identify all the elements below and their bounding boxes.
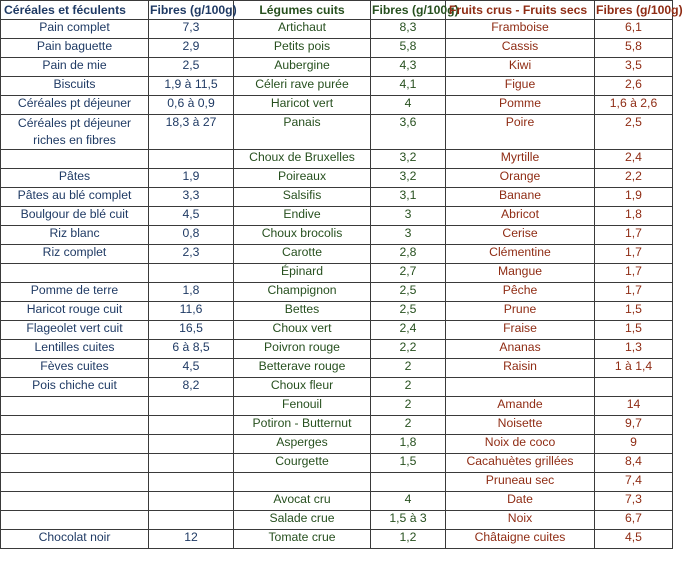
vegetable-fibre: 2,5 — [371, 302, 446, 321]
vegetable-fibre: 2,4 — [371, 321, 446, 340]
fruit-fibre: 9 — [595, 435, 673, 454]
cereal-fibre: 4,5 — [149, 359, 234, 378]
vegetable-name: Haricot vert — [234, 96, 371, 115]
fruit-fibre: 1,7 — [595, 264, 673, 283]
vegetable-name — [234, 473, 371, 492]
fruit-name: Abricot — [446, 207, 595, 226]
fruit-fibre: 1,5 — [595, 302, 673, 321]
fruit-name: Cassis — [446, 39, 595, 58]
cereal-name — [1, 416, 149, 435]
vegetable-name: Courgette — [234, 454, 371, 473]
cereal-fibre: 11,6 — [149, 302, 234, 321]
header-vegetables-fibres: Fibres (g/100g) — [371, 1, 446, 20]
fruit-fibre: 2,2 — [595, 169, 673, 188]
cereal-name — [1, 397, 149, 416]
cereal-name: Lentilles cuites — [1, 340, 149, 359]
fruit-fibre: 1,6 à 2,6 — [595, 96, 673, 115]
fruit-fibre — [595, 378, 673, 397]
vegetable-fibre: 3,2 — [371, 150, 446, 169]
table-row — [1, 340, 673, 359]
vegetable-name: Poivron rouge — [234, 340, 371, 359]
cereal-fibre: 0,8 — [149, 226, 234, 245]
fruit-fibre: 6,7 — [595, 511, 673, 530]
table-row — [1, 96, 673, 115]
vegetable-name: Carotte — [234, 245, 371, 264]
table-row — [1, 207, 673, 226]
table-row — [1, 115, 673, 150]
vegetable-fibre: 1,5 à 3 — [371, 511, 446, 530]
cereal-fibre — [149, 473, 234, 492]
fruit-fibre: 1 à 1,4 — [595, 359, 673, 378]
fruit-fibre: 2,5 — [595, 115, 673, 150]
fruit-name: Pruneau sec — [446, 473, 595, 492]
fruit-fibre: 1,7 — [595, 283, 673, 302]
fruit-name: Myrtille — [446, 150, 595, 169]
vegetable-fibre: 1,5 — [371, 454, 446, 473]
header-vegetables: Légumes cuits — [234, 1, 371, 20]
cereal-name: Pâtes — [1, 169, 149, 188]
cereal-fibre: 1,9 à 11,5 — [149, 77, 234, 96]
cereal-name — [1, 435, 149, 454]
table-row — [1, 473, 673, 492]
vegetable-name: Salsifis — [234, 188, 371, 207]
cereal-name — [1, 150, 149, 169]
table-row — [1, 359, 673, 378]
fruit-name: Châtaigne cuites — [446, 530, 595, 549]
fruit-name: Mangue — [446, 264, 595, 283]
fruit-name: Amande — [446, 397, 595, 416]
cereal-fibre: 6 à 8,5 — [149, 340, 234, 359]
table-row — [1, 435, 673, 454]
vegetable-fibre: 5,8 — [371, 39, 446, 58]
cereal-name: Riz blanc — [1, 226, 149, 245]
vegetable-fibre: 3 — [371, 207, 446, 226]
cereal-fibre — [149, 511, 234, 530]
vegetable-fibre: 2 — [371, 397, 446, 416]
vegetable-name: Épinard — [234, 264, 371, 283]
cereal-name: Pois chiche cuit — [1, 378, 149, 397]
vegetable-fibre: 8,3 — [371, 20, 446, 39]
vegetable-fibre: 2,5 — [371, 283, 446, 302]
table-row — [1, 20, 673, 39]
vegetable-name: Panais — [234, 115, 371, 150]
cereal-fibre — [149, 397, 234, 416]
cereal-name: Biscuits — [1, 77, 149, 96]
header-fruits: Fruits crus - Fruits secs — [446, 1, 595, 20]
vegetable-fibre: 4,1 — [371, 77, 446, 96]
vegetable-name: Fenouil — [234, 397, 371, 416]
cereal-name: Pain de mie — [1, 58, 149, 77]
vegetable-fibre: 3,2 — [371, 169, 446, 188]
fruit-name — [446, 378, 595, 397]
cereal-fibre — [149, 264, 234, 283]
table-row — [1, 302, 673, 321]
table-row — [1, 188, 673, 207]
fruit-fibre: 2,4 — [595, 150, 673, 169]
fruit-name: Noix — [446, 511, 595, 530]
vegetable-fibre: 1,2 — [371, 530, 446, 549]
vegetable-fibre: 2,2 — [371, 340, 446, 359]
fruit-fibre: 3,5 — [595, 58, 673, 77]
cereal-name: Pain complet — [1, 20, 149, 39]
vegetable-name: Betterave rouge — [234, 359, 371, 378]
fruit-name: Noisette — [446, 416, 595, 435]
cereal-fibre — [149, 435, 234, 454]
fruit-name: Fraise — [446, 321, 595, 340]
table-row — [1, 77, 673, 96]
header-cereals-fibres: Fibres (g/100g) — [149, 1, 234, 20]
fruit-fibre: 9,7 — [595, 416, 673, 435]
fruit-name: Orange — [446, 169, 595, 188]
cereal-name — [1, 492, 149, 511]
vegetable-name: Choux fleur — [234, 378, 371, 397]
vegetable-fibre: 2 — [371, 359, 446, 378]
table-row — [1, 397, 673, 416]
table-row — [1, 226, 673, 245]
vegetable-fibre: 4 — [371, 492, 446, 511]
cereal-fibre: 18,3 à 27 — [149, 115, 234, 150]
fruit-name: Cerise — [446, 226, 595, 245]
table-row — [1, 150, 673, 169]
cereal-name — [1, 264, 149, 283]
fruit-name: Framboise — [446, 20, 595, 39]
cereal-fibre: 1,8 — [149, 283, 234, 302]
fruit-fibre: 1,8 — [595, 207, 673, 226]
vegetable-name: Artichaut — [234, 20, 371, 39]
cereal-fibre: 2,5 — [149, 58, 234, 77]
fruit-name: Raisin — [446, 359, 595, 378]
vegetable-name: Petits pois — [234, 39, 371, 58]
table-row — [1, 58, 673, 77]
fruit-fibre: 7,4 — [595, 473, 673, 492]
fruit-fibre: 1,3 — [595, 340, 673, 359]
fruit-name: Pêche — [446, 283, 595, 302]
vegetable-name: Avocat cru — [234, 492, 371, 511]
cereal-fibre — [149, 454, 234, 473]
cereal-name: Chocolat noir — [1, 530, 149, 549]
fruit-name: Pomme — [446, 96, 595, 115]
fruit-fibre: 6,1 — [595, 20, 673, 39]
vegetable-fibre: 4,3 — [371, 58, 446, 77]
cereal-name: Riz complet — [1, 245, 149, 264]
table-row — [1, 321, 673, 340]
cereal-name: Pain baguette — [1, 39, 149, 58]
vegetable-name: Céleri rave purée — [234, 77, 371, 96]
cereal-name — [1, 473, 149, 492]
fruit-fibre: 2,6 — [595, 77, 673, 96]
vegetable-name: Salade crue — [234, 511, 371, 530]
vegetable-name: Choux de Bruxelles — [234, 150, 371, 169]
cereal-name: Flageolet vert cuit — [1, 321, 149, 340]
cereal-fibre: 12 — [149, 530, 234, 549]
fruit-name: Poire — [446, 115, 595, 150]
fruit-name: Clémentine — [446, 245, 595, 264]
vegetable-name: Asperges — [234, 435, 371, 454]
cereal-name: Céréales pt déjeuner — [1, 96, 149, 115]
fruit-name: Cacahuètes grillées — [446, 454, 595, 473]
vegetable-fibre — [371, 473, 446, 492]
cereal-fibre — [149, 416, 234, 435]
vegetable-name: Bettes — [234, 302, 371, 321]
vegetable-name: Choux vert — [234, 321, 371, 340]
vegetable-name: Potiron - Butternut — [234, 416, 371, 435]
vegetable-fibre: 3 — [371, 226, 446, 245]
cereal-name: Pâtes au blé complet — [1, 188, 149, 207]
table-row — [1, 39, 673, 58]
fruit-fibre: 5,8 — [595, 39, 673, 58]
fruit-name: Kiwi — [446, 58, 595, 77]
cereal-name: Pomme de terre — [1, 283, 149, 302]
header-row — [1, 1, 673, 20]
vegetable-fibre: 3,6 — [371, 115, 446, 150]
cereal-name — [1, 511, 149, 530]
cereal-name: Haricot rouge cuit — [1, 302, 149, 321]
table-row — [1, 245, 673, 264]
fruit-name: Figue — [446, 77, 595, 96]
vegetable-name: Choux brocolis — [234, 226, 371, 245]
vegetable-name: Poireaux — [234, 169, 371, 188]
table-row — [1, 530, 673, 549]
fruit-name: Ananas — [446, 340, 595, 359]
table-row — [1, 416, 673, 435]
vegetable-fibre: 3,1 — [371, 188, 446, 207]
vegetable-fibre: 2,8 — [371, 245, 446, 264]
fruit-name: Date — [446, 492, 595, 511]
fruit-fibre: 14 — [595, 397, 673, 416]
vegetable-name: Endive — [234, 207, 371, 226]
vegetable-fibre: 1,8 — [371, 435, 446, 454]
vegetable-fibre: 2 — [371, 416, 446, 435]
fruit-fibre: 1,9 — [595, 188, 673, 207]
cereal-fibre: 4,5 — [149, 207, 234, 226]
table-row — [1, 169, 673, 188]
vegetable-fibre: 4 — [371, 96, 446, 115]
cereal-fibre — [149, 150, 234, 169]
cereal-name: Fèves cuites — [1, 359, 149, 378]
fruit-name: Prune — [446, 302, 595, 321]
vegetable-name: Aubergine — [234, 58, 371, 77]
cereal-name — [1, 454, 149, 473]
cereal-name: Céréales pt déjeuner riches en fibres — [1, 115, 149, 150]
cereal-fibre: 7,3 — [149, 20, 234, 39]
cereal-fibre: 8,2 — [149, 378, 234, 397]
fruit-fibre: 1,7 — [595, 245, 673, 264]
table-body — [1, 20, 673, 549]
fruit-name: Noix de coco — [446, 435, 595, 454]
cereal-fibre — [149, 492, 234, 511]
fruit-fibre: 1,7 — [595, 226, 673, 245]
fruit-fibre: 8,4 — [595, 454, 673, 473]
fruit-fibre: 4,5 — [595, 530, 673, 549]
vegetable-fibre: 2,7 — [371, 264, 446, 283]
table-row — [1, 378, 673, 397]
cereal-fibre: 2,9 — [149, 39, 234, 58]
table-row — [1, 454, 673, 473]
vegetable-name: Tomate crue — [234, 530, 371, 549]
cereal-fibre: 2,3 — [149, 245, 234, 264]
table-row — [1, 283, 673, 302]
cereal-name: Boulgour de blé cuit — [1, 207, 149, 226]
fruit-fibre: 1,5 — [595, 321, 673, 340]
cereal-fibre: 16,5 — [149, 321, 234, 340]
table-row — [1, 492, 673, 511]
cereal-fibre: 0,6 à 0,9 — [149, 96, 234, 115]
cereal-fibre: 1,9 — [149, 169, 234, 188]
cereal-fibre: 3,3 — [149, 188, 234, 207]
header-fruits-fibres: Fibres (g/100g) — [595, 1, 673, 20]
table-row — [1, 511, 673, 530]
vegetable-fibre: 2 — [371, 378, 446, 397]
header-cereals: Céréales et féculents — [1, 1, 149, 20]
table-row — [1, 264, 673, 283]
fruit-fibre: 7,3 — [595, 492, 673, 511]
fruit-name: Banane — [446, 188, 595, 207]
vegetable-name: Champignon — [234, 283, 371, 302]
